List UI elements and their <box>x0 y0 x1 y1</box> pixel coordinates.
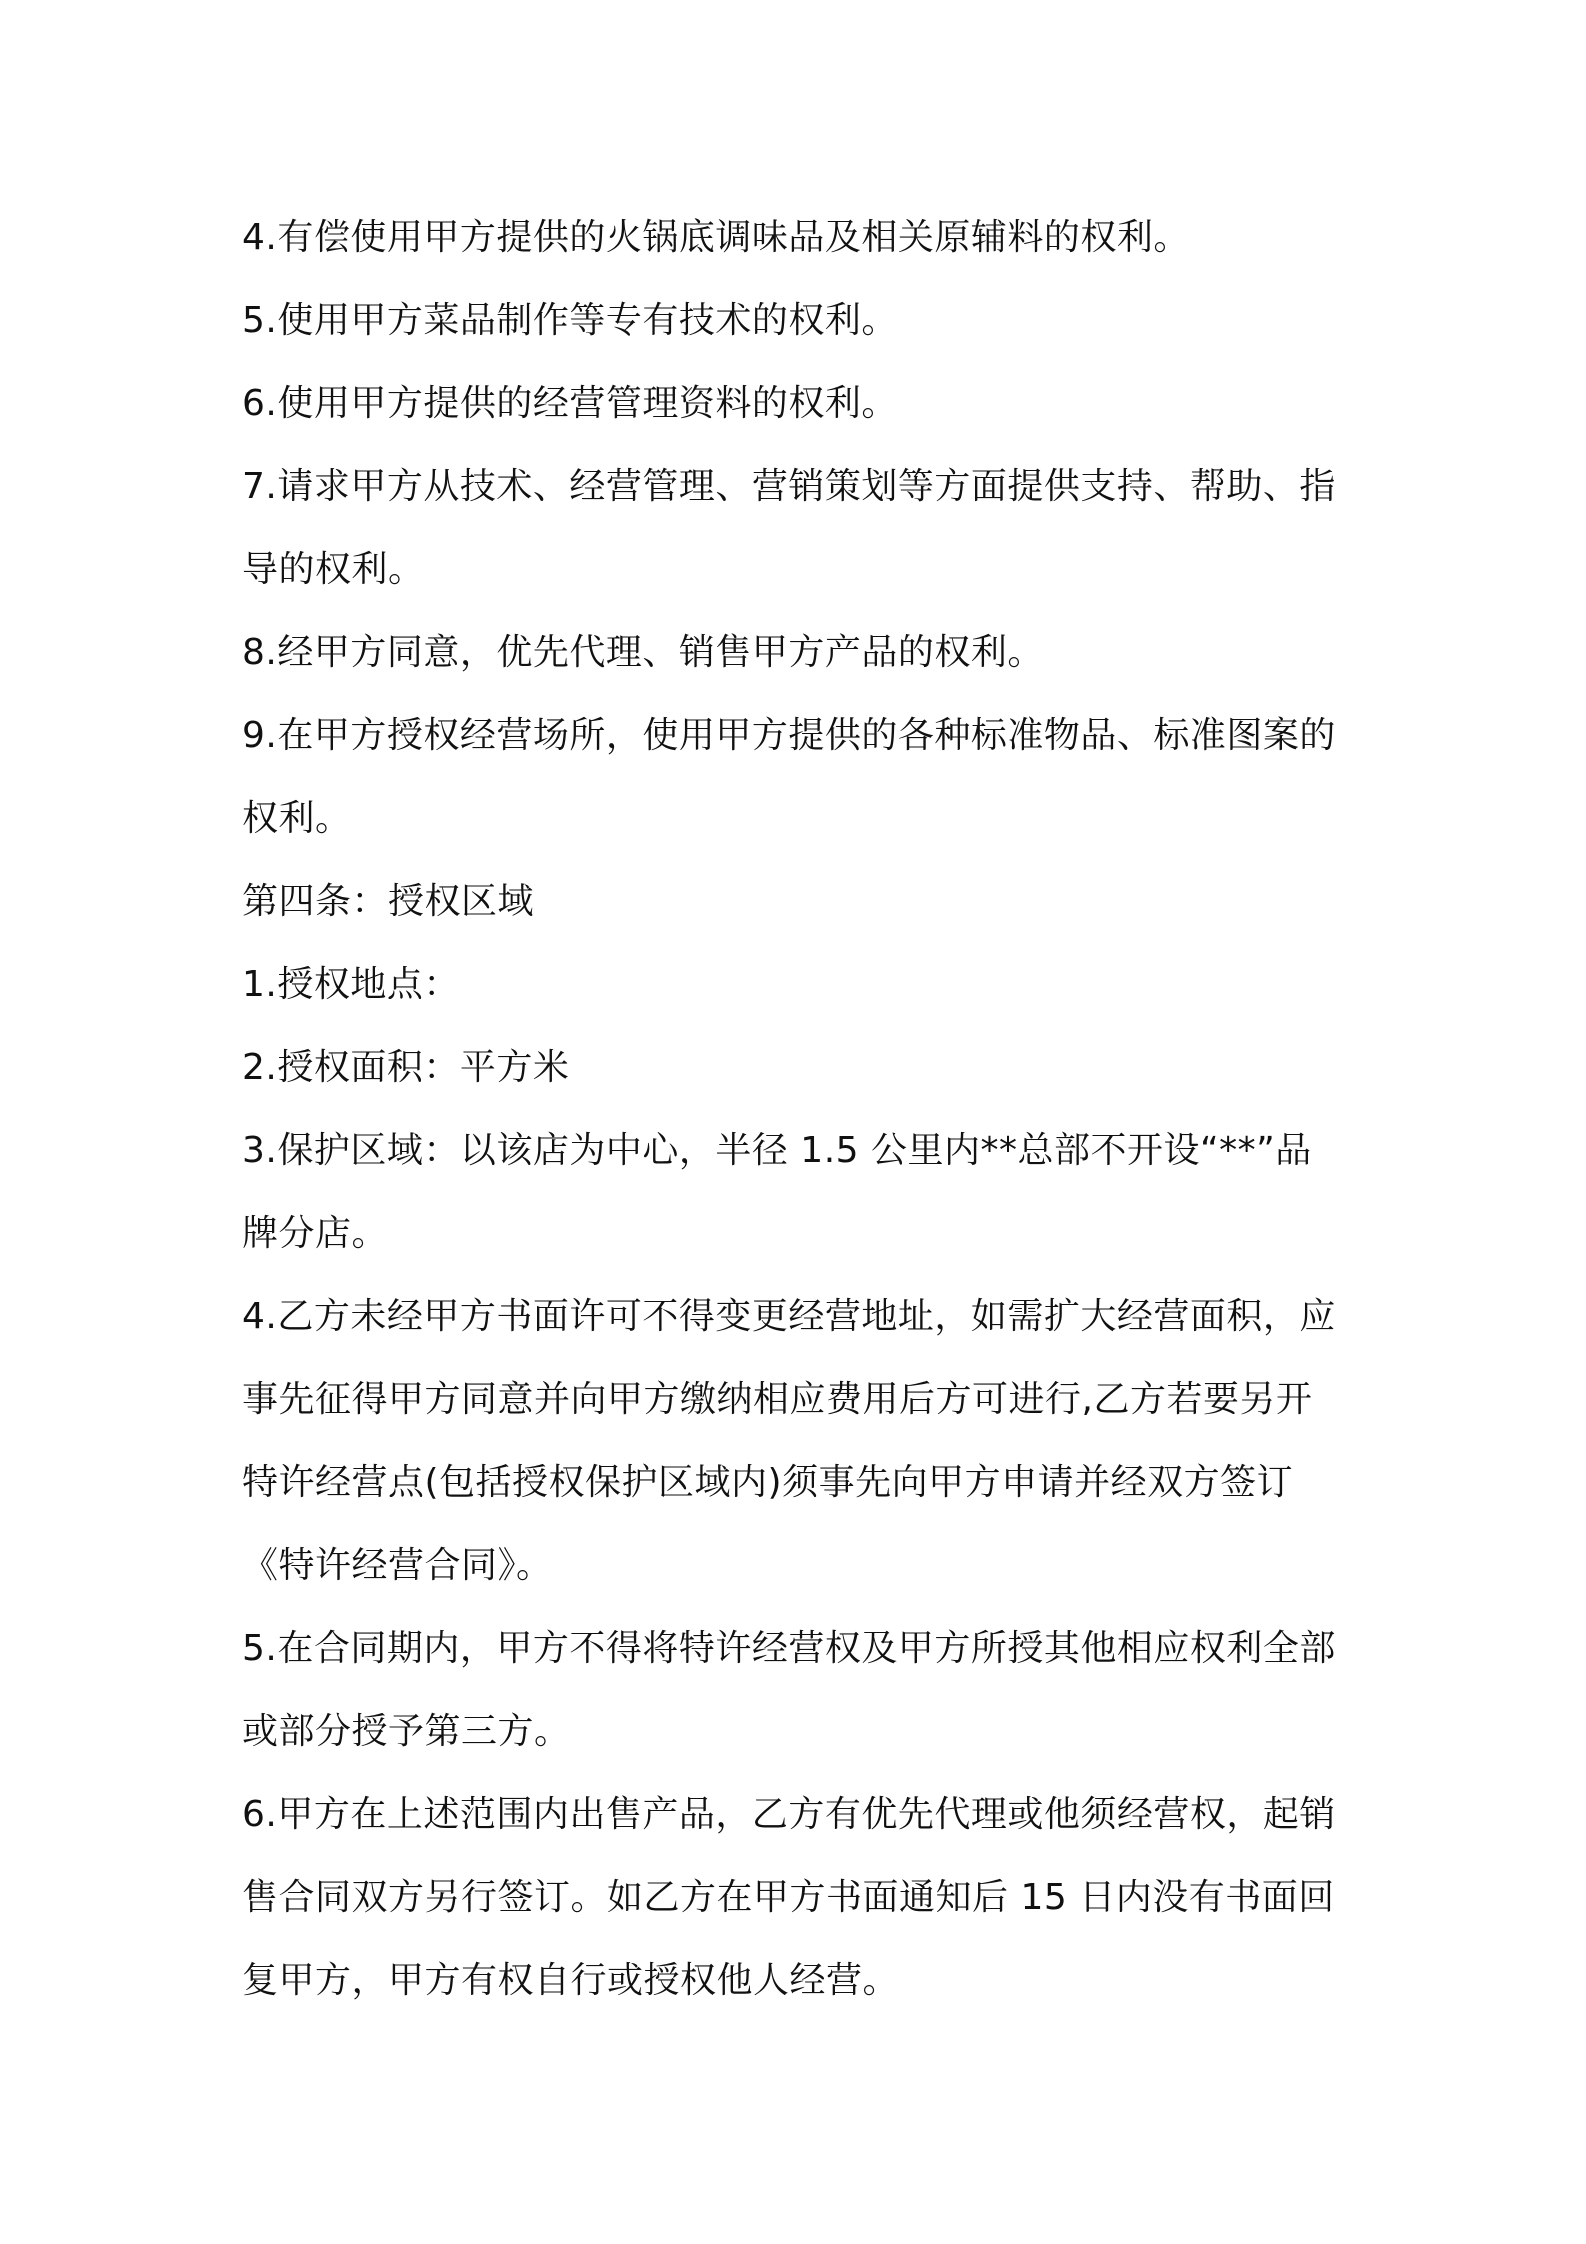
clause-4-item-4: 4.乙方未经甲方书面许可不得变更经营地址，如需扩大经营面积，应 <box>242 1296 1336 1337</box>
clause-3-item-7-cont: 导的权利。 <box>242 549 425 590</box>
clause-3-item-6: 6.使用甲方提供的经营管理资料的权利。 <box>242 383 898 424</box>
clause-3-item-9: 9.在甲方授权经营场所，使用甲方提供的各种标准物品、标准图案的 <box>242 715 1336 756</box>
clause-4-item-5-cont: 或部分授予第三方。 <box>242 1711 571 1752</box>
clause-3-item-9-cont: 权利。 <box>242 798 352 839</box>
clause-3-item-7: 7.请求甲方从技术、经营管理、营销策划等方面提供支持、帮助、指 <box>242 466 1336 507</box>
clause-4-heading: 第四条：授权区域 <box>242 881 535 922</box>
clause-3-item-5: 5.使用甲方菜品制作等专有技术的权利。 <box>242 300 898 341</box>
clause-4-item-6-cont-2: 复甲方，甲方有权自行或授权他人经营。 <box>242 1960 900 2001</box>
clause-4-item-5: 5.在合同期内，甲方不得将特许经营权及甲方所授其他相应权利全部 <box>242 1628 1336 1669</box>
clause-4-item-6: 6.甲方在上述范围内出售产品，乙方有优先代理或他须经营权，起销 <box>242 1794 1336 1835</box>
clause-4-item-6-cont-1: 售合同双方另行签订。如乙方在甲方书面通知后 15 日内没有书面回 <box>242 1877 1335 1918</box>
document-body <box>242 196 1362 2022</box>
clause-4-item-4-cont-2: 特许经营点(包括授权保护区域内)须事先向甲方申请并经双方签订 <box>242 1462 1294 1503</box>
clause-4-item-1: 1.授权地点： <box>242 964 460 1005</box>
clause-4-item-3-cont: 牌分店。 <box>242 1213 389 1254</box>
clause-3-item-8: 8.经甲方同意，优先代理、销售甲方产品的权利。 <box>242 632 1044 673</box>
clause-4-item-2: 2.授权面积：平方米 <box>242 1047 570 1088</box>
clause-4-item-4-cont-1: 事先征得甲方同意并向甲方缴纳相应费用后方可进行,乙方若要另开 <box>242 1379 1313 1420</box>
clause-4-item-4-cont-3: 《特许经营合同》。 <box>242 1545 553 1586</box>
clause-4-item-3: 3.保护区域：以该店为中心，半径 1.5 公里内**总部不开设“**”品 <box>242 1130 1312 1171</box>
clause-3-item-4: 4.有偿使用甲方提供的火锅底调味品及相关原辅料的权利。 <box>242 217 1190 258</box>
